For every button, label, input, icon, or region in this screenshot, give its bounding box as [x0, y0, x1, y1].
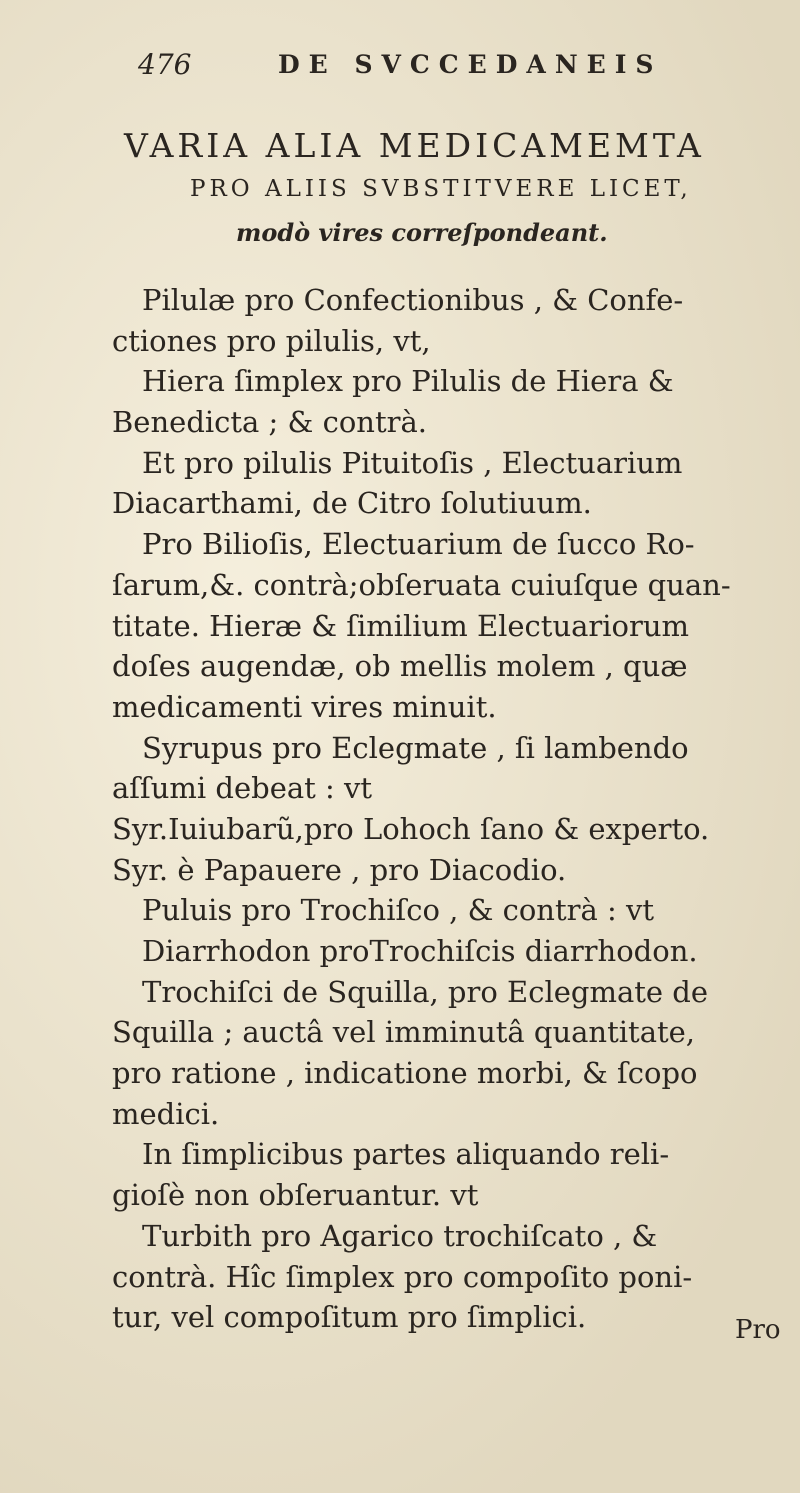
section-title: VARIA ALIA MEDICAMEMTA — [124, 126, 705, 165]
text-line: medici. — [112, 1096, 220, 1131]
text-line: contrà. Hîc ſimplex pro compoſito poni- — [112, 1259, 693, 1294]
text-line: titate. Hieræ & ſimilium Electuariorum — [112, 608, 690, 643]
text-line: doſes augendæ, ob mellis molem , quæ — [112, 649, 688, 684]
text-line: Et pro pilulis Pituitoſis , Electuarium — [142, 445, 683, 480]
text-line: medicamenti vires minuit. — [112, 689, 497, 724]
running-head — [138, 48, 663, 84]
text-line: Syr.Iuiubarũ,pro Lohoch ſano & experto. — [112, 811, 710, 846]
text-line: Turbith pro Agarico trochiſcato , & — [142, 1218, 658, 1253]
section-subtitle: PRO ALIIS SVBSTITVERE LICET, — [190, 176, 692, 202]
running-title: DE SVCCEDANEIS — [278, 50, 663, 79]
text-line: In ſimplicibus partes aliquando reli- — [142, 1137, 670, 1172]
text-line: Trochiſci de Squilla, pro Eclegmate de — [142, 974, 708, 1009]
text-line: Syrupus pro Eclegmate , ſi lambendo — [142, 730, 689, 765]
text-line: Pilulæ pro Confectionibus , & Confe- — [142, 283, 684, 317]
page-number: 476 — [138, 48, 192, 81]
text-line: aſſumi debeat : vt — [112, 771, 373, 806]
text-line: Pro Bilioſis, Electuarium de ſucco Ro- — [142, 527, 695, 562]
text-line: Benedicta ; & contrà. — [112, 405, 427, 440]
text-line: ſarum,&. contrà;obſeruata cuiuſque quan- — [112, 567, 731, 602]
text-line: gioſè non obſeruantur. vt — [112, 1178, 479, 1213]
section-subtitle-italic: modò vires correſpondeant. — [236, 218, 608, 247]
catchword: Pro — [735, 1315, 781, 1345]
text-line: Diacarthami, de Citro ſolutiuum. — [112, 486, 592, 521]
text-line: Hiera ſimplex pro Pilulis de Hiera & — [142, 364, 674, 399]
text-line: ctiones pro pilulis, vt, — [112, 323, 431, 358]
text-line: Diarrhodon proTrochiſcis diarrhodon. — [142, 934, 698, 968]
text-line: Squilla ; auctâ vel imminutâ quantitate, — [112, 1015, 696, 1050]
text-line: Syr. è Papauere , pro Diacodio. — [112, 852, 567, 887]
text-line: pro ratione , indicatione morbi, & ſcopo — [112, 1056, 698, 1091]
text-line: Puluis pro Trochiſco , & contrà : vt — [142, 893, 655, 928]
text-line: tur, vel compoſitum pro ſimplici. — [112, 1300, 587, 1335]
body-text — [112, 280, 792, 1338]
